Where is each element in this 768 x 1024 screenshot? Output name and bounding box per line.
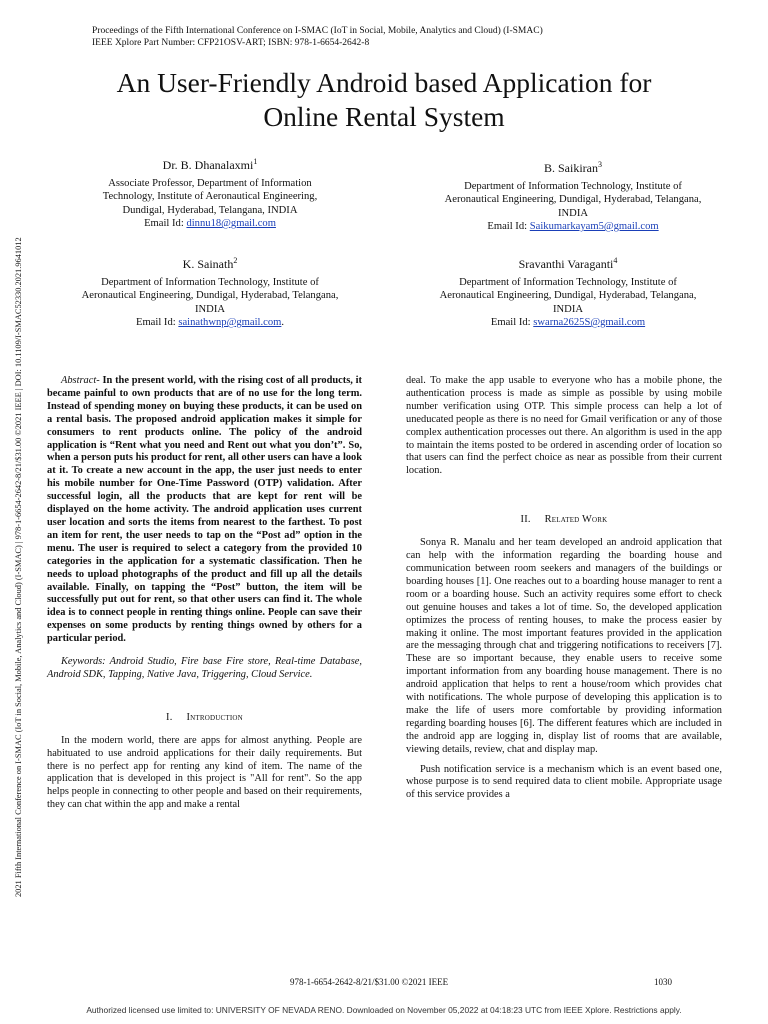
author-block-3 (408, 158, 738, 234)
author-affiliation-line: INDIA (552, 303, 583, 315)
abstract-paragraph (47, 375, 362, 646)
side-doi-stamp: 2021 Fifth International Conference on I-SMAC (IoT in Social, Mobile, Analytics and Cloud) (I-SMAC) | 978-1-6654-2642-8/21/$31.00 ©2021 IEEE | DOI: 10.1109/I-SMAC52330.2021.9641012 (14, 237, 23, 897)
section-heading-related-work: II. Related Work (520, 514, 608, 526)
author-email-row: Email Id: dinnu18@gmail.com (144, 218, 276, 229)
author-affiliation-line: Aeronautical Engineering, Dundigal, Hyderabad, Telangana, (81, 290, 339, 301)
author-affiliation-line: Department of Information Technology, Institute of (459, 276, 677, 288)
author-affiliation-line: Technology, Institute of Aeronautical Engineering, (102, 191, 318, 202)
author-name: B. Saikiran$^3$ (544, 160, 602, 175)
intro-continued-paragraph: deal. To make the app usable to everyone who has a mobile phone, the authentication process is made as simple as possible by using mobile number verification using OTP. This simple process can help a lot of uneducated people as there is no need for Gmail verification or any of those complex authentication processes out there. An algorithm is used in the app to maintain the items posted to be ordered in ascending order of location so that users can find the perfect choice as near as possible from their current location. (406, 375, 722, 477)
author-affiliation-line: INDIA (194, 303, 225, 315)
authorized-use-notice: Authorized licensed use limited to: UNIVERSITY OF NEVADA RENO. Downloaded on November 05,2022 at 04:18:23 UTC from IEEE Xplore. Restrictions apply. (86, 1005, 682, 1015)
author-affiliation-line: Associate Professor, Department of Information (108, 177, 312, 189)
author-affiliation-line: Department of Information Technology, Institute of (464, 180, 682, 192)
right-column (406, 375, 722, 802)
running-header (92, 25, 543, 49)
author-block-4 (398, 254, 738, 330)
author-affiliation-line: Department of Information Technology, Institute of (101, 276, 319, 288)
author-block-1 (50, 155, 370, 231)
author-affiliation-line: INDIA (557, 207, 588, 219)
abstract-text: In the present world, with the rising cost of all products, it became painful to own products that are of no use for the long term. Instead of spending money on buying these products, it can be used on a rental basis. The proposed android application makes it simple for consumers to rent products online. The policy of the android application is “Rent what you need and Rent out what you don’t”. So, when a person puts his product for rent, all other users can have a look at it. To create a new account in the app, the user just needs to enter his mobile number for One-Time Password (OTP) validation. After successful login, all the products that are kept for rent will be displayed on the home activity. The android application uses current user location and sorts the items from nearest to the farthest. To post an item for rent, the user needs to tap on the “Post ad” option in the menu. The user is required to select a category from the provided 10 categories in the application for a systematic classification. Then he needs to upload photographs of the product and fill up all the details available. Finally, on tapping the “Post” button, the item will be successfully put out for rent, so that other users can find it. The whole idea is to connect people in renting things online. People can save their expenses on some products by renting things owned by others for a particular period. (47, 375, 362, 645)
footer-copyright: 978-1-6654-2642-8/21/$31.00 ©2021 IEEE (290, 977, 449, 987)
section-heading-introduction: I. Introduction (166, 711, 243, 723)
author-email-link[interactable]: sainathwnp@gmail.com (178, 317, 282, 328)
author-name: K. Sainath$^2$ (182, 256, 238, 271)
left-column (47, 375, 362, 812)
author-name: Sravanthi Varaganti$^4$ (518, 256, 618, 271)
author-email-link[interactable]: dinnu18@gmail.com (186, 218, 276, 229)
page-number: 1030 (654, 977, 672, 987)
title-line-1: An User-Friendly Android based Application for (116, 67, 652, 98)
title-line-2: Online Rental System (263, 101, 505, 132)
keywords-paragraph: Keywords: Android Studio, Fire base Fire store, Real-time Database, Android SDK, Tapping, Native Java, Triggering, Cloud Service. (47, 656, 362, 680)
author-name: Dr. B. Dhanalaxmi$^1$ (162, 157, 258, 172)
author-block-2 (40, 254, 380, 330)
author-affiliation-line: Aeronautical Engineering, Dundigal, Hyderabad, Telangana, (439, 290, 697, 301)
author-affiliation-line: Aeronautical Engineering, Dundigal, Hyderabad, Telangana, (444, 194, 702, 205)
paper-title (40, 66, 728, 134)
author-affiliation-line: Dundigal, Hyderabad, Telangana, INDIA (122, 204, 298, 216)
header-line-2: IEEE Xplore Part Number: CFP21OSV-ART; ISBN: 978-1-6654-2642-8 (92, 38, 370, 48)
related-work-paragraph: Push notification service is a mechanism which is an event based one, whose purpose is to send required data to client mobile. Appropriate usage of this service provides a (406, 763, 722, 801)
author-email-link[interactable]: Saikumarkayam5@gmail.com (529, 221, 659, 232)
intro-paragraph: In the modern world, there are apps for almost anything. People are habituated to use android applications for their daily requirements. But there is no perfect app for renting any kind of item. The name of the application that is developed in this project is "All for rent". So the app helps people in connecting to other people and based on their requirements, they can chat within the app and make a rental (47, 734, 362, 811)
abstract-label: Abstract- (61, 375, 100, 386)
author-email-row: Email Id: sainathwnp@gmail.com. (135, 317, 285, 328)
header-line-1: Proceedings of the Fifth International Conference on I-SMAC (IoT in Social, Mobile, Analytics and Cloud) (I-SMAC) (92, 26, 543, 36)
author-email-row: Email Id: swarna2625S@gmail.com (490, 317, 646, 328)
author-email-link[interactable]: swarna2625S@gmail.com (533, 317, 646, 328)
author-email-row: Email Id: Saikumarkayam5@gmail.com (487, 221, 659, 232)
related-work-paragraph: Sonya R. Manalu and her team developed an android application that can help with the information regarding the boarding house and communication between room seekers and managers of the buildings or boarding houses [1]. One reaches out to a boarding house manager to rent a room or a boarding house. Such an activity requires some effort to check out genuine houses and takes a lot of time. So, the developed application optimizes the process of renting houses, to make the process easier by making it online. The most important features provided in the application are the messaging through chat and triggering notifications to receivers [7]. These are so important because, they enable users to receive some important information from any boarding house management. There is no android application that helps to rent a house/room which provides chat with notifications. The whole purpose of developing this application is to make the life of users more comfortable by providing information regarding boarding houses [6]. The different features which are included in the android app are logging in, display list of rooms that are available, viewing details, review, chat and display map. (406, 537, 722, 755)
